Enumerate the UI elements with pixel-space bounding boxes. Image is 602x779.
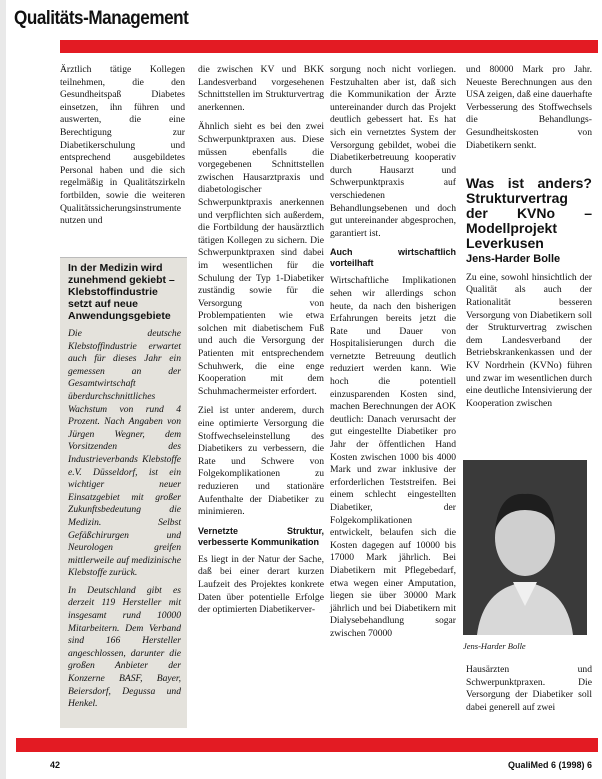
box-title: Was ist anders? Strukturvertrag der KVNo – Modellprojekt Leverkusen: [466, 175, 592, 252]
col2-subhead: Vernetzte Struktur, verbesserte Kommunikation: [198, 525, 324, 547]
col2-paragraph: Ähnlich sieht es bei den zwei Schwerpunktpraxen aus. Diese müssen ebenfalls die vorgegebenen Schnittstellen zwischen Hausarztpraxis und diabetologischer Schwerpunktpraxis anerkennen und verpflichten sich außerdem, die Fortbildung der hausärztlich tätigen Kollegen zu sichern. Die Schwerpunktpraxen sind dabei im wesentlichen für die Schulung der Typ 1-Diabetiker zuständig sowie für die Versorgung von Problempatienten wie etwa solchen mit diabetischem Fuß und auch die Versorgung der Patienten mit entsprechendem Schuhwerk, die eine enge Kooperation mit dem Schuhmachermeister erfordert.: [198, 121, 324, 397]
col4-box-paragraph: Zu eine, sowohl hinsichtlich der Qualität als auch der Rationalität besseren Versorgung von Diabetikern soll der Strukturvertrag zwischen dem Landesverband der Betriebskrankenkassen und der KV Nordrhein (KVNo) führen und zwar im wesentlichen durch eine deutliche Intensivierung der Kooperation zwischen: [466, 271, 593, 409]
column-1: [60, 64, 185, 235]
col3-paragraph: Wirtschaftliche Implikationen sehen wir allerdings schon heute, da nach den bisherigen Erfahrungen bereits jetzt die Rate und Dauer von Hospitalisierungen durch die vernetzte Betreuung deutlich reduziert werden kann. Wie hoch die potentiell einzusparenden Kosten sind, machen Berechnungen der AOK deutlich: Danach verursacht der gut eingestellte Diabetiker pro Jahr der öffentlichen Hand Kosten zwischen 1000 bis 4000 Mark und zwar inklusive der erforderlichen Teststreifen. Bei einem schlecht eingestellten Diabetiker, der Folgekomplikationen entwickelt, belaufen sich die Kosten dagegen auf 10000 bis 17000 Mark jährlich. Bei Diabetikern mit Pflegebedarf, etwa wegen einer Amputation, liegen sie über 30000 Mark jährlich und bei Diabetikern mit Dialysebehandlung sogar zwischen 70000: [330, 275, 456, 639]
footer-red-band: [16, 738, 598, 752]
sidebar-paragraph: In Deutschland gibt es derzeit 119 Hersteller mit insgesamt rund 10000 Mitarbeitern. Dem Verband sind 166 Hersteller angeschlossen, darunter die großen Anbieter der Konzerne BASF, Bayer, Beiersdorf, Degussa und Henkel.: [68, 584, 181, 710]
col3-subhead: Auch wirtschaftlich vorteilhaft: [330, 247, 456, 269]
box-author: Jens-Harder Bolle: [466, 253, 561, 266]
col3-paragraph: sorgung noch nicht vorliegen. Festzuhalten aber ist, daß sich die Kommunikation der Ärzte untereinander durch das Projekt deutlich gebessert hat. Es hat sich ein vernetztes System der Versorgung gebildet, wobei die Diabetikerbetreuung kooperativ durch Hausarzt und Schwerpunktpraxis auf verschiedenen Behandlungsebenen und doch gut untereinander abgesprochen, garantiert ist.: [330, 64, 456, 239]
page-number: 42: [50, 760, 61, 770]
sidebar-body: [68, 328, 181, 711]
scan-edge: [0, 0, 6, 779]
journal-reference: QualiMed 6 (1998) 6: [507, 760, 592, 770]
author-photo: [463, 460, 587, 635]
photo-caption: Jens-Harder Bolle: [463, 641, 526, 651]
sidebar-box: [60, 257, 187, 728]
page-title: Qualitäts-Management: [14, 8, 189, 29]
column-2: [198, 64, 324, 624]
col2-paragraph: Es liegt in der Natur der Sache, daß bei einer derart kurzen Laufzeit des Projektes konkrete Daten über potentielle Erfolge der optimierten Diabetikerver-: [198, 553, 324, 616]
col2-paragraph: Ziel ist unter anderem, durch eine optimierte Versorgung die Stoffwechseleinstellung des Diabetikers zu verbessern, die Rate und Schwere von Folgekomplikationen zu reduzieren und stationäre Aufenthalte der Diabetiker zu minimieren.: [198, 405, 324, 518]
sidebar-heading: In der Medizin wird zunehmend gekiebt – Klebstoffindustrie setzt auf neue Anwendungsgebiete: [68, 262, 175, 322]
col2-paragraph: die zwischen KV und BKK Landesverband vorgesehenen Schnittstellen im Strukturvertrag anerkennen.: [198, 64, 324, 113]
col1-paragraph: Ärztlich tätige Kollegen teilnehmen, die den Gesundheitspaß Diabetes einsetzen, ihn führen und auswerten, die eine Berechtigung zur Diabetikerschulung und entsprechend ausgebildetes Personal haben und die sich regelmäßig in Qualitätszirkeln fortbilden, sowie die weiteren Qualitätssicherungsinstrumente nutzen und: [60, 64, 185, 227]
header-red-band: [60, 40, 598, 53]
col4-paragraph: und 80000 Mark pro Jahr. Neueste Berechnungen aus den USA zeigen, daß eine dauerhafte Verbesserung des Stoffwechsels die Behandlungs- Gesundheitskosten von Diabetikern senkt.: [466, 64, 592, 151]
column-3: [330, 64, 456, 648]
sidebar-paragraph: Die deutsche Klebstoffindustrie erwartet auch für dieses Jahr ein gemessen an der Gesamtwirtschaft überdurchschnittliches Wachstum von rund 4 Prozent. Nach Angaben von Jürgen Wegner, dem Vorsitzenden des Industrieverbands Klebstoffe e.V. Düsseldorf, ist ein wichtiger neuer Einsatzgebiet mit großer Zukunftsbedeutung die Medizin. Selbst Gefäßchirurgen und Neurologen greifen mittlerweile auf medizinische Klebstoffe zurück.: [68, 328, 181, 579]
col4-after-photo: Hausärzten und Schwerpunktpraxen. Die Versorgung der Diabetiker soll dabei generell auf zwei: [466, 664, 592, 713]
column-4: [466, 64, 592, 417]
